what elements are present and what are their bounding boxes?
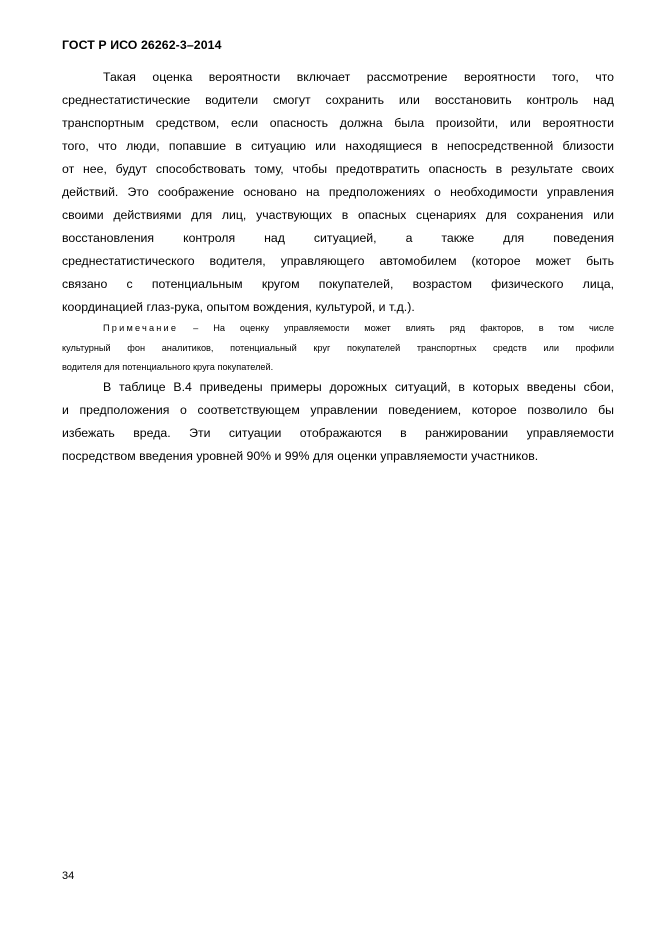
paragraph-line: избежать вреда. Эти ситуации отображаются в ранжировании управляемости (62, 426, 614, 440)
paragraph-line: транспортным средством, если опасность должна была произойти, или вероятности (62, 116, 614, 130)
paragraph-line: координацией глаз-рука, опытом вождения, культурой, и т.д.). (62, 300, 415, 314)
paragraph-line: восстановления контроля над ситуацией, а также для поведения (62, 231, 614, 245)
paragraph-line: действий. Это соображение основано на предположениях о необходимости управления (62, 185, 614, 199)
paragraph-line: от нее, будут способствовать тому, чтобы предотвратить опасность в результате своих (62, 162, 614, 176)
paragraph-line: того, что люди, попавшие в ситуацию или находящиеся в непосредственной близости (62, 139, 614, 153)
note-line: водителя для потенциального круга покупателей. (62, 362, 274, 372)
paragraph-line: В таблице В.4 приведены примеры дорожных ситуаций, в которых введены сбои, (103, 380, 614, 394)
paragraph-line: среднестатистические водители смогут сохранить или восстановить контроль над (62, 93, 614, 107)
note-line (103, 322, 614, 334)
note-text: – На оценку управляемости может влиять ряд факторов, в том числе (178, 323, 614, 333)
paragraph-line: связано с потенциальным кругом покупателей, возрастом физического лица, (62, 277, 614, 291)
note-label: Примечание (103, 323, 179, 333)
paragraph-line: среднестатистического водителя, управляющего автомобилем (которое может быть (62, 254, 614, 268)
page-number: 34 (62, 870, 75, 882)
paragraph-line: своими действиями для лиц, участвующих в опасных сценариях для сохранения или (62, 208, 614, 222)
note-line: культурный фон аналитиков, потенциальный круг покупателей транспортных средств или профили (62, 343, 614, 353)
paragraph-line: посредством введения уровней 90% и 99% для оценки управляемости участников. (62, 449, 539, 463)
paragraph-line: Такая оценка вероятности включает рассмотрение вероятности того, что (103, 70, 614, 84)
paragraph-line: и предположения о соответствующем управлении поведением, которое позволило бы (62, 403, 614, 417)
document-header-title: ГОСТ Р ИСО 26262-3–2014 (62, 38, 222, 52)
